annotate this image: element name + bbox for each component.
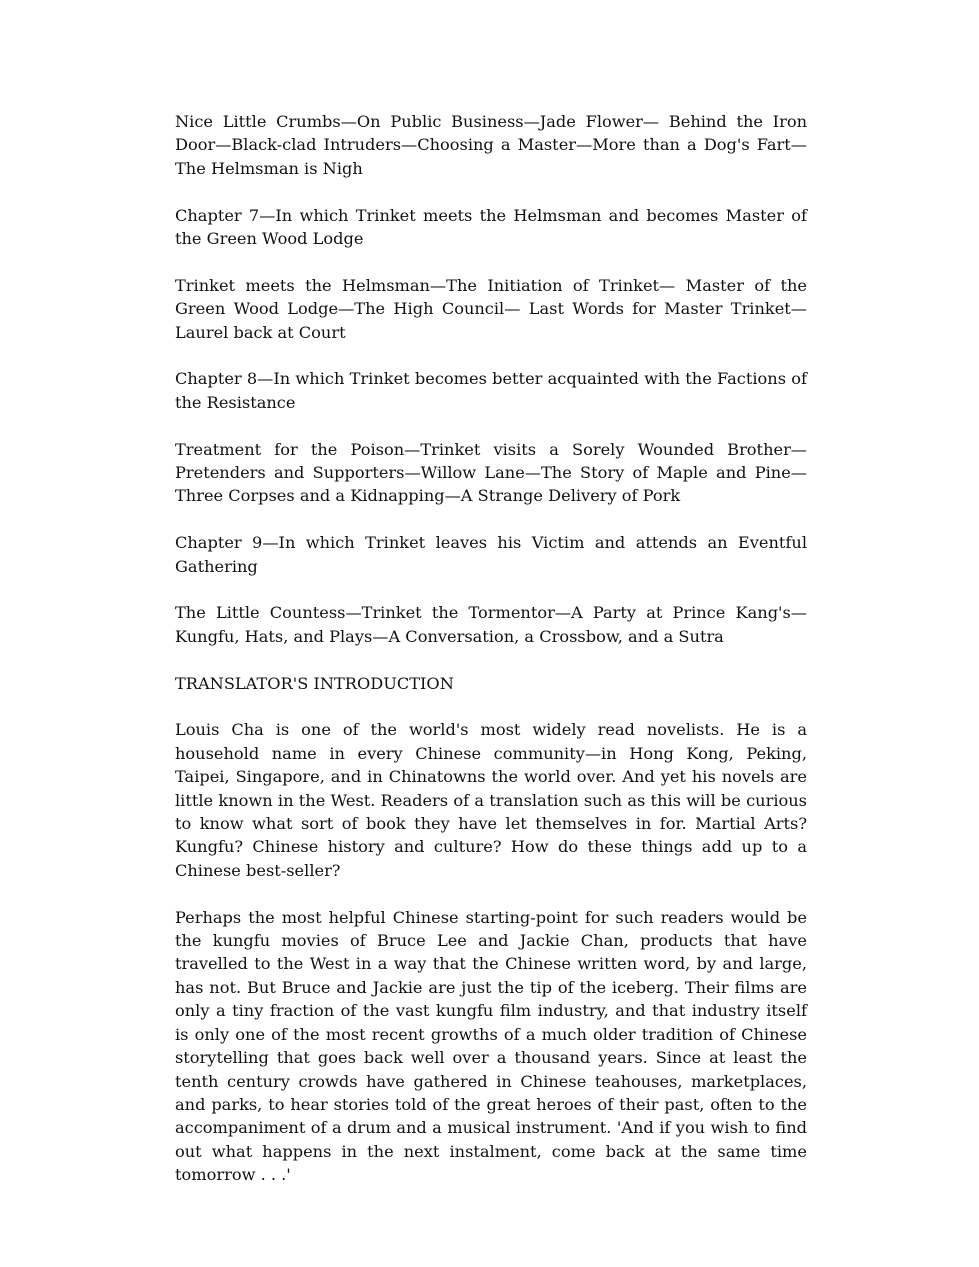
introduction-paragraph-1: Louis Cha is one of the world's most widely read novelists. He is a household name in every Chinese community—in Hong Kong, Peking, Taipei, Singapore, and in Chinatowns the world over. And yet his novels are little known in the West. Readers of a translation such as this will be curious to know what sort of book they have let themselves in for. Martial Arts? Kungfu? Chinese history and culture? How do these things add up to a Chinese best-seller? <box>175 720 807 880</box>
chapter-9-title: Chapter 9—In which Trinket leaves his Victim and attends an Eventful Gathering <box>175 533 807 576</box>
chapter-7-title: Chapter 7—In which Trinket meets the Helmsman and becomes Master of the Green Wood Lodge <box>175 205 807 249</box>
chapter-6-summary: Nice Little Crumbs—On Public Business—Jade Flower— Behind the Iron Door—Black-clad Intruders—Choosing a Master—More than a Dog's Fart—The Helmsman is Nigh <box>175 112 807 178</box>
section-heading: TRANSLATOR'S INTRODUCTION <box>175 673 454 693</box>
chapter-9-summary: The Little Countess—Trinket the Tormentor—A Party at Prince Kang's—Kungfu, Hats, and Plays—A Conversation, a Crossbow, and a Sutra <box>175 603 807 646</box>
chapter-8-summary: Treatment for the Poison—Trinket visits a Sorely Wounded Brother—Pretenders and Supporters—Willow Lane—The Story of Maple and Pine—Three Corpses and a Kidnapping—A Strange Delivery of Pork <box>175 439 807 506</box>
chapter-7-summary: Trinket meets the Helmsman—The Initiation of Trinket— Master of the Green Wood Lodge—The High Council— Last Words for Master Trinket—Laurel back at Court <box>175 275 807 342</box>
document-page <box>175 110 807 1187</box>
chapter-8-title: Chapter 8—In which Trinket becomes better acquainted with the Factions of the Resistance <box>175 369 807 412</box>
introduction-paragraph-2: Perhaps the most helpful Chinese starting-point for such readers would be the kungfu movies of Bruce Lee and Jackie Chan, products that have travelled to the West in a way that the Chinese written word, by and large, has not. But Bruce and Jackie are just the tip of the iceberg. Their films are only a tiny fraction of the vast kungfu film industry, and that industry itself is only one of the most recent growths of a much older tradition of Chinese storytelling that goes back well over a thousand years. Since at least the tenth century crowds have gathered in Chinese teahouses, marketplaces, and parks, to hear stories told of the great heroes of their past, often to the accompaniment of a drum and a musical instrument. 'And if you wish to find out what happens in the next instalment, come back at the same time tomorrow . . .' <box>175 907 807 1185</box>
